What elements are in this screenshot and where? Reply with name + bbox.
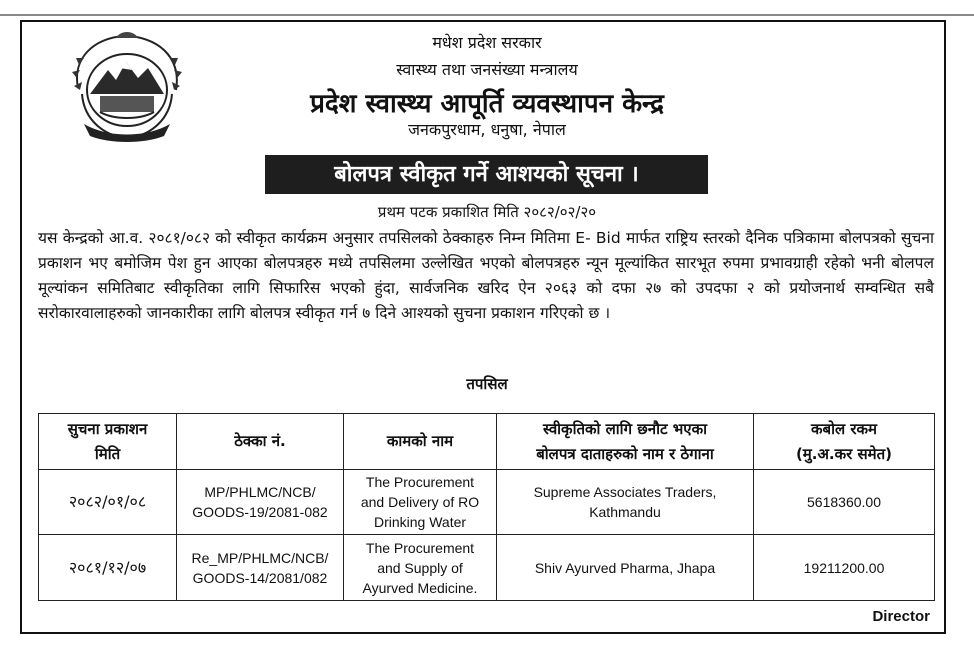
header-work-name: कामको नाम	[344, 414, 497, 470]
province-name: मधेश प्रदेश सरकार	[432, 33, 542, 52]
government-emblem-icon	[64, 28, 190, 146]
table-title: तपसिल	[466, 375, 508, 393]
award-table	[38, 413, 935, 601]
office-address: जनकपुरधाम, धनुषा, नेपाल	[408, 120, 566, 139]
row-bidder: Supreme Associates Traders, Kathmandu	[497, 470, 754, 535]
header-bidder: स्वीकृतिको लागि छनौट भएका बोलपत्र दाताहरुको नाम र ठेगाना	[497, 414, 754, 470]
table-row	[39, 535, 935, 601]
notice-body	[38, 226, 934, 326]
table-row	[39, 470, 935, 535]
header-contract-no: ठेक्का नं.	[177, 414, 344, 470]
row-bidder: Shiv Ayurved Pharma, Jhapa	[497, 535, 754, 601]
top-rule	[0, 14, 974, 16]
header-amount: कबोल रकम (मु.अ.कर समेत)	[754, 414, 935, 470]
office-name: प्रदेश स्वास्थ्य आपूर्ति व्यवस्थापन केन्द्र	[310, 89, 664, 119]
ministry-name: स्वास्थ्य तथा जनसंख्या मन्त्रालय	[396, 60, 578, 79]
row-date: २०८२/०१/०८	[39, 470, 177, 535]
notice-body-text: यस केन्द्रको आ.व. २०८१/०८२ को स्वीकृत कार्यक्रम अनुसार तपसिलको ठेक्काहरु निम्न मितिमा E- Bid मार्फत राष्ट्रिय स्तरको दैनिक पत्रिकामा बोलपत्रको सुचना प्रकाशन भए बमोजिम पेश हुन आएका बोलपत्रहरु मध्ये तपसिलमा उल्लेखित भएको बोलपत्रहरु न्यून मूल्यांकित सारभूत रुपमा प्रभावग्राही रहेको भनी बोलपल मूल्यांकन समितिबाट स्वीकृतिका लागि सिफारिस भएको हुंदा, सार्वजनिक खरिद ऐन २०६३ को दफा २७ को उपदफा २ को प्रयोजनार्थ सम्वन्धित सबै सरोकारवालाहरुको जानकारीका लागि बोलपत्र स्वीकृत गर्न ७ दिने आश्यको सुचना प्रकाशन गरिएको छ ।	[38, 229, 934, 322]
row-amount: 19211200.00	[754, 535, 935, 601]
row-contract-no: Re_MP/PHLMC/NCB/ GOODS-14/2081/082	[177, 535, 344, 601]
row-contract-no: MP/PHLMC/NCB/ GOODS-19/2081-082	[177, 470, 344, 535]
row-date: २०८१/१२/०७	[39, 535, 177, 601]
row-work-name: The Procurement and Delivery of RO Drinking Water	[344, 470, 497, 535]
header-notice-date: सुचना प्रकाशन मिति	[39, 414, 177, 470]
table-header-row	[39, 414, 935, 470]
row-amount: 5618360.00	[754, 470, 935, 535]
row-work-name: The Procurement and Supply of Ayurved Medicine.	[344, 535, 497, 601]
signature-director: Director	[872, 608, 930, 625]
published-date: प्रथम पटक प्रकाशित मिति २०८२/०२/२०	[377, 203, 597, 221]
notice-title-banner: बोलपत्र स्वीकृत गर्ने आशयको सूचना ।	[265, 155, 708, 194]
